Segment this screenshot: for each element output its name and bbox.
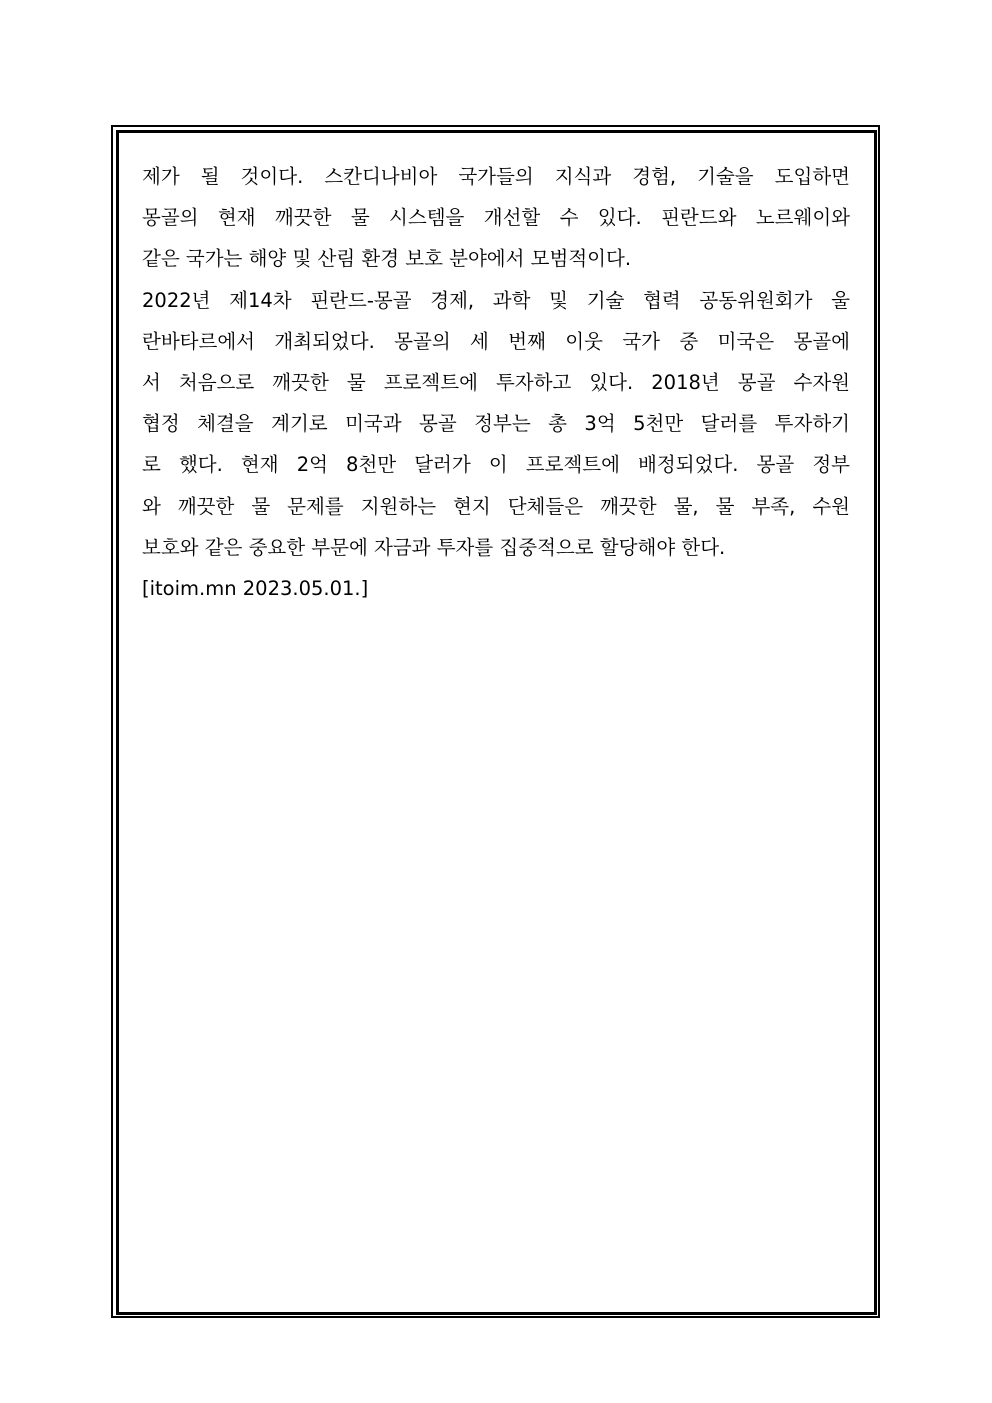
- text-line: 제가 될 것이다. 스칸디나비아 국가들의 지식과 경험, 기술을 도입하면: [142, 165, 850, 188]
- text-line: 서 처음으로 깨끗한 물 프로젝트에 투자하고 있다. 2018년 몽골 수자원: [142, 370, 850, 394]
- text-line: 협정 체결을 계기로 미국과 몽골 정부는 총 3억 5천만 달러를 투자하기: [142, 412, 850, 436]
- text-line: 란바타르에서 개최되었다. 몽골의 세 번째 이웃 국가 중 미국은 몽골에: [142, 329, 850, 353]
- text-line: 몽골의 현재 깨끗한 물 시스템을 개선할 수 있다. 핀란드와 노르웨이와: [142, 206, 850, 230]
- text-line: 2022년 제14차 핀란드-몽골 경제, 과학 및 기술 협력 공동위원회가 울: [142, 288, 850, 312]
- text-line: 로 했다. 현재 2억 8천만 달러가 이 프로젝트에 배정되었다. 몽골 정부: [142, 453, 850, 477]
- text-line: 와 깨끗한 물 문제를 지원하는 현지 단체들은 깨끗한 물, 물 부족, 수원: [142, 494, 850, 518]
- text-line: 보호와 같은 중요한 부문에 자금과 투자를 집중적으로 할당해야 한다.: [142, 535, 726, 559]
- body-text: [142, 156, 850, 609]
- source-citation: [itoim.mn 2023.05.01.]: [142, 576, 369, 600]
- text-line: 같은 국가는 해양 및 산림 환경 보호 분야에서 모범적이다.: [142, 247, 632, 271]
